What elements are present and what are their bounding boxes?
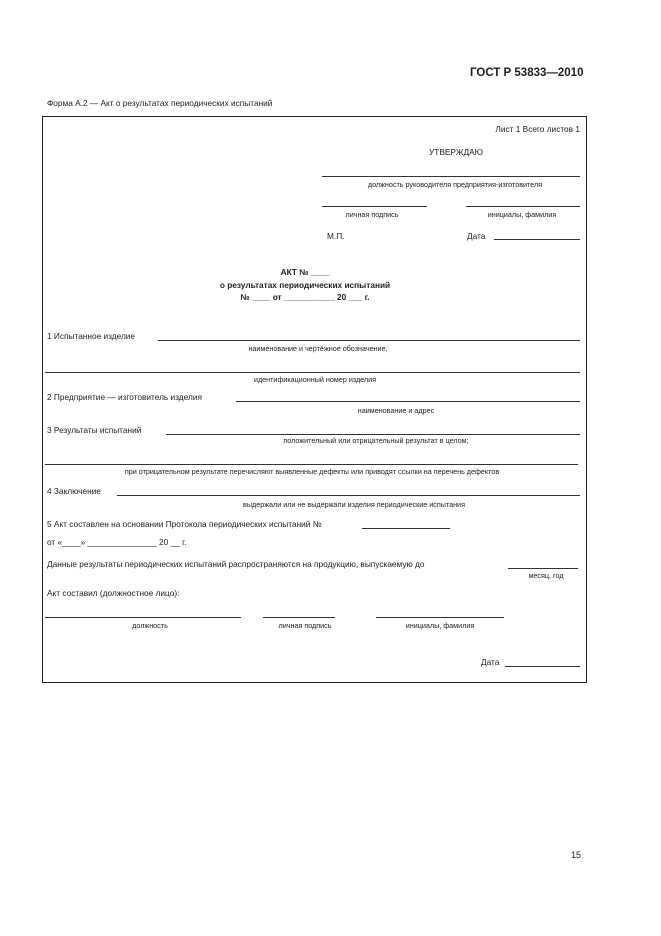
compiled-label: Акт составил (должностное лицо): <box>47 588 180 598</box>
validity-caption: месяц, год <box>528 571 564 580</box>
approve-title: УТВЕРЖДАЮ <box>428 147 484 157</box>
approve-date-label: Дата <box>467 231 486 241</box>
item3-field[interactable] <box>166 434 580 435</box>
approver-signature-line[interactable] <box>322 206 427 207</box>
item4-caption: выдержали или не выдержали изделия периодические испытания <box>243 500 465 509</box>
sheet-info: Лист 1 Всего листов 1 <box>495 124 580 134</box>
item5-label: 5 Акт составлен на основании Протокола периодических испытаний № <box>47 519 322 529</box>
item1-field[interactable] <box>158 340 580 341</box>
act-subject: о результатах периодических испытаний <box>219 280 391 290</box>
item3-caption: положительный или отрицательный результат в целом; <box>283 436 469 445</box>
item3-defects-caption: при отрицательном результате перечисляют выявленные дефекты или приводят ссылки на перечень дефектов <box>124 467 500 476</box>
compiled-date-line[interactable] <box>505 666 580 667</box>
protocol-date: от «____» _______________ 20 __ г. <box>47 537 187 547</box>
protocol-number-field[interactable] <box>362 528 450 529</box>
item1-id-field[interactable] <box>45 372 580 373</box>
compiler-name-line[interactable] <box>376 617 504 618</box>
form-title: Форма А.2 — Акт о результатах периодических испытаний <box>47 98 273 108</box>
act-date: № ____ от ___________ 20 ___ г. <box>240 292 370 302</box>
item4-label: 4 Заключение <box>47 486 101 496</box>
approver-name-line[interactable] <box>466 206 580 207</box>
approver-name-caption: инициалы, фамилия <box>487 210 557 219</box>
approver-signature-caption: личная подпись <box>345 210 399 219</box>
approver-position-caption: должность руководителя предприятия-изготовителя <box>367 180 543 189</box>
item2-label: 2 Предприятие — изготовитель изделия <box>47 392 202 402</box>
approve-date-line[interactable] <box>494 239 580 240</box>
page-number: 15 <box>571 850 582 860</box>
approver-position-line[interactable] <box>322 176 580 177</box>
item3-label: 3 Результаты испытаний <box>47 425 142 435</box>
item1-caption: наименование и чертёжное обозначение, <box>248 344 388 353</box>
compiler-position-caption: должность <box>132 621 168 630</box>
item2-caption: наименование и адрес <box>357 406 435 415</box>
compiler-name-caption: инициалы, фамилия <box>405 621 475 630</box>
act-number: АКТ № ____ <box>280 267 330 277</box>
item1-label: 1 Испытанное изделие <box>47 331 136 341</box>
item1-id-caption: идентификационный номер изделия <box>253 375 377 384</box>
compiler-signature-line[interactable] <box>263 617 335 618</box>
compiler-signature-caption: личная подпись <box>278 621 332 630</box>
compiler-position-line[interactable] <box>45 617 241 618</box>
item3-defects-field[interactable] <box>45 464 578 465</box>
compiled-date-label: Дата <box>481 657 500 667</box>
stamp-label: М.П. <box>327 231 345 241</box>
item2-field[interactable] <box>236 401 580 402</box>
validity-text: Данные результаты периодических испытаний распространяются на продукцию, выпускаемую до <box>47 559 425 569</box>
validity-date-field[interactable] <box>508 568 578 569</box>
standard-number: ГОСТ Р 53833—2010 <box>470 67 584 79</box>
item4-field[interactable] <box>117 495 580 496</box>
